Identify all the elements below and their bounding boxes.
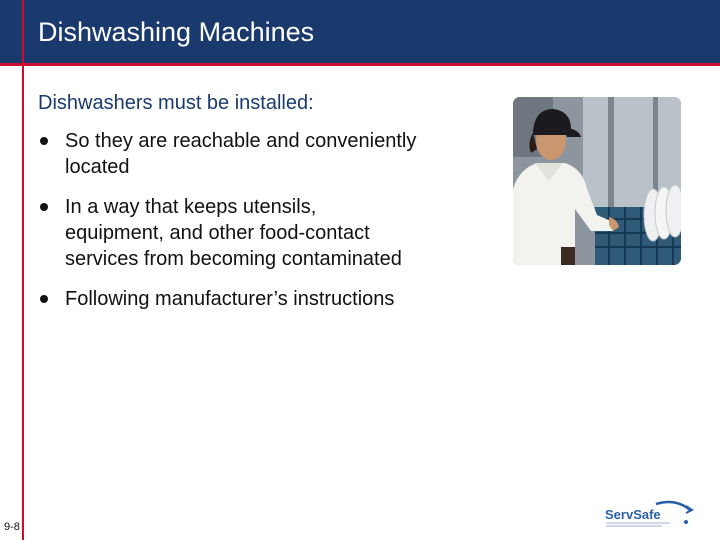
bullet-dot-icon: [40, 295, 48, 303]
slide-subtitle: Dishwashers must be installed:: [38, 92, 314, 114]
title-accent-rule: [22, 0, 24, 63]
bullet-item: [40, 128, 420, 180]
servsafe-logo: [604, 500, 696, 530]
bullet-list: [40, 128, 420, 326]
slide-title: Dishwashing Machines: [38, 17, 315, 47]
page-number: 9-8: [4, 521, 20, 533]
bullet-text: In a way that keeps utensils, equipment, and other food-contact services from becoming contaminated: [65, 196, 402, 270]
bullet-dot-icon: [40, 203, 48, 211]
bullet-item: [40, 286, 420, 312]
left-accent-line: [22, 66, 24, 540]
title-bar: [0, 0, 720, 66]
worker-dishwasher-photo: [513, 97, 681, 265]
bullet-text: So they are reachable and conveniently located: [65, 130, 417, 178]
bullet-text: Following manufacturer’s instructions: [65, 288, 395, 310]
bullet-item: [40, 194, 420, 272]
dishwasher-photo-illustration: [513, 97, 681, 265]
bullet-dot-icon: [40, 137, 48, 145]
logo-wordmark: ServSafe: [605, 507, 661, 522]
